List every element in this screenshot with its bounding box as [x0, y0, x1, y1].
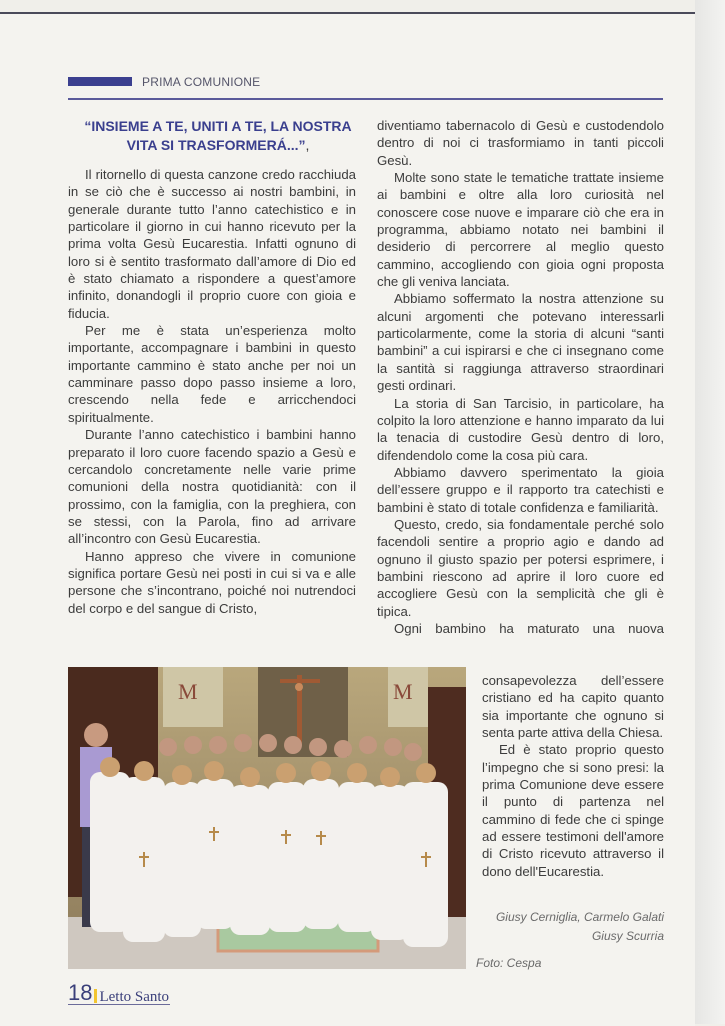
- svg-text:M: M: [178, 679, 198, 704]
- svg-text:M: M: [393, 679, 413, 704]
- left-column: [68, 166, 356, 617]
- header-rule: [68, 98, 663, 100]
- paragraph: diventiamo tabernacolo di Gesù e custodendolo dentro di noi ci trasformiamo in tanti piccoli Gesù.: [377, 118, 664, 168]
- page-number: 18: [68, 980, 93, 1005]
- narrow-column: [482, 672, 664, 880]
- paragraph: Il ritornello di questa canzone credo racchiuda in se ciò che è successo ai nostri bambini, in generale durante tutto l’anno catechistico e in particolare il giorno in cui hanno ricevuto per la prima volta Gesù Eucarestia. Infatti ognuno di loro si è sentito trasformato dall’amore di Dio ed è stato chiamato a rispondere a quest’amore infinito, donandogli il proprio cuore con gioia e fiducia.: [68, 167, 356, 321]
- magazine-name: Letto Santo: [99, 989, 170, 1005]
- group-photo: [68, 667, 466, 969]
- first-communion-group-photo: [68, 667, 466, 969]
- paragraph: Ogni bambino ha maturato una nuova: [394, 620, 664, 636]
- authors-line: Giusy Cerniglia, Carmelo Galati: [495, 910, 664, 924]
- paragraph: consapevolezza dell’essere cristiano ed ha capito quanto sia importante che ognuno si senta parte attiva della Chiesa.: [482, 673, 664, 741]
- paragraph: Abbiamo soffermato la nostra attenzione su alcuni argomenti che potevano interessarli particolarmente, come la storia di alcuni “santi bambini” a cui ispirarsi e che ci insegnano come la santità si raggiunga attraverso straordinari gesti ordinari.: [377, 291, 664, 394]
- article-title-text: “INSIEME A TE, UNITI A TE, LA NOSTRA VITA SI TRASFORMERÁ...”: [84, 118, 352, 153]
- right-column: [377, 117, 664, 637]
- paragraph: Per me è stata un’esperienza molto importante, accompagnare i bambini in questo importante cammino è stato anche per noi un camminare passo dopo passo insieme a loro, crescendo nella fede e arricchendoci spiritualmente.: [68, 323, 356, 425]
- photo-credit: Foto: Cespa: [476, 956, 542, 970]
- paragraph: Ed è stato proprio questo l’impegno che si sono presi: la prima Comunione deve essere il punto di partenza nel cammino di fede che ci spinge ad essere testimoni dell'amore di Cristo ricevuto attraverso il dono dell'Eucarestia.: [482, 742, 664, 879]
- section-label: PRIMA COMUNIONE: [142, 75, 261, 89]
- page-edge: [695, 0, 725, 1024]
- paragraph: Hanno appreso che vivere in comunione significa portare Gesù nei posti in cui si va e alle persone che s’incontrano, poiché noi nutrendoci del corpo e del sangue di Cristo,: [68, 548, 356, 616]
- paragraph: La storia di San Tarcisio, in particolare, ha colpito la loro attenzione e hanno imparato da lui la tenacia di custodire Gesù dentro di loro, difendendolo come la cosa più cara.: [377, 395, 664, 463]
- paragraph: Molte sono state le tematiche trattate insieme ai bambini e oltre alla loro curiosità nel conoscere cose nuove e imparare ciò che era in programma, abbiamo notato nei bambini il desiderio di percorrere al meglio questo cammino, accogliendo con gioia ogni proposta che gli veniva lanciata.: [377, 170, 664, 290]
- paragraph: Questo, credo, sia fondamentale perché solo facendoli sentire a proprio agio e dando ad ognuno il giusto spazio per potersi esprimere, i bambini riescono ad aprire il loro cuore ed accogliere Gesù con la semplicità che gli è tipica.: [377, 516, 664, 619]
- authors-line: Giusy Scurria: [591, 929, 664, 943]
- page-footer: [68, 980, 170, 1005]
- footer-separator: [94, 989, 97, 1003]
- authors-byline: [470, 908, 664, 946]
- article-title-suffix: ,: [305, 137, 310, 153]
- paragraph: Durante l’anno catechistico i bambini hanno preparato il loro cuore facendo spazio a Gesù e cercandolo concretamente nelle varie prime comunioni della nostra quotidianità: con il prossimo, con la famiglia, con la preghiera, con se stessi, con la Parola, fino ad arrivare all’incontro con Gesù Eucarestia.: [68, 427, 356, 547]
- paragraph: Abbiamo davvero sperimentato la gioia dell’essere gruppo e il rapporto tra catechisti e bambini è stato di totale confidenza e familiarità.: [377, 464, 664, 515]
- section-color-bar: [68, 77, 132, 86]
- article-title: [68, 117, 368, 155]
